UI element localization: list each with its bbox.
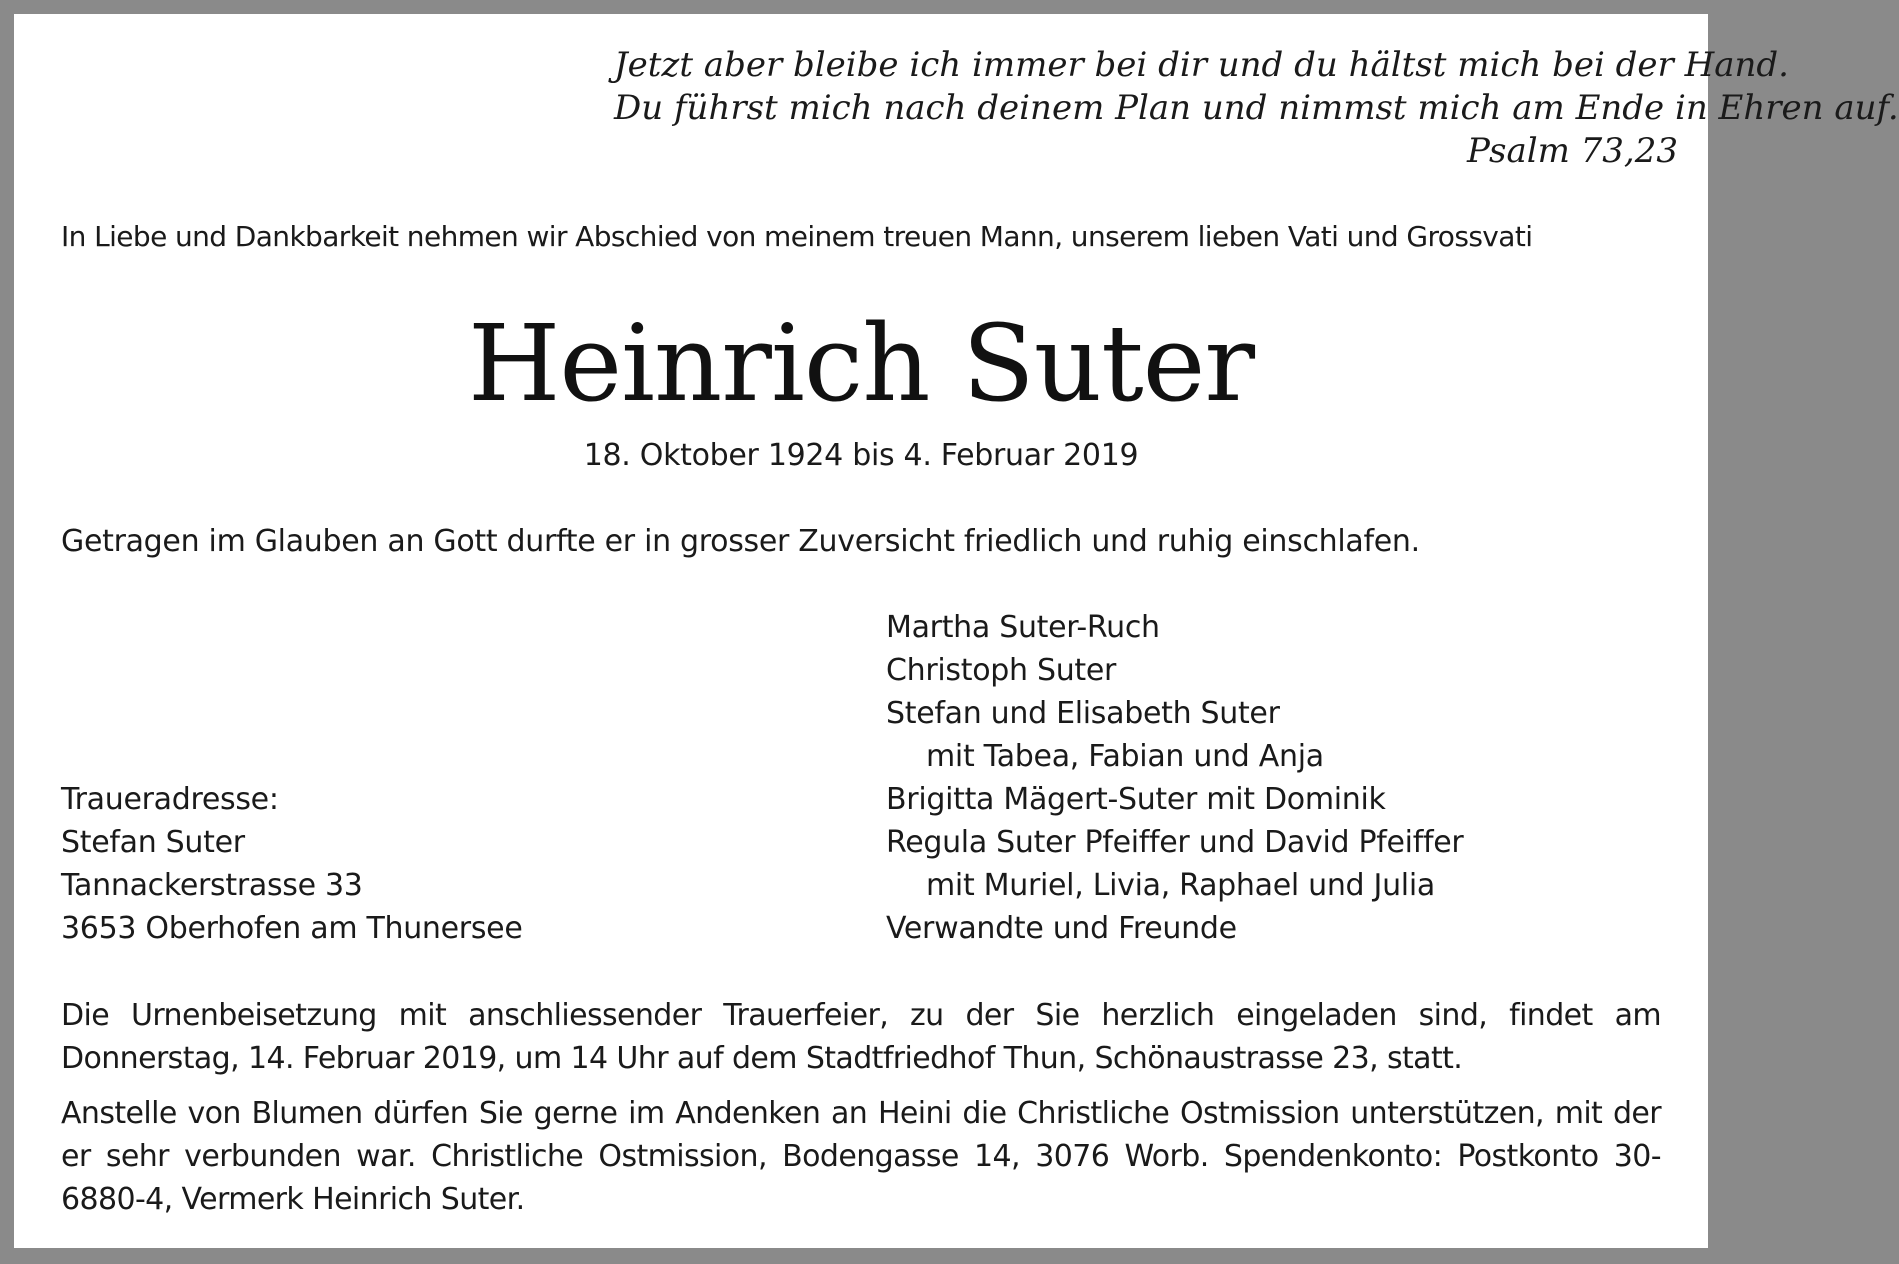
- intro-text: In Liebe und Dankbarkeit nehmen wir Abschied von meinem treuen Mann, unserem lieben Vati und Grossvati: [61, 220, 1533, 253]
- verse-line-1: Jetzt aber bleibe ich immer bei dir und du hältst mich bei der Hand.: [614, 45, 1789, 85]
- deceased-name: Heinrich Suter: [467, 302, 1255, 425]
- address-label: Traueradresse:: [61, 782, 279, 817]
- address-name: Stefan Suter: [61, 825, 245, 860]
- mourner-line: Regula Suter Pfeiffer und David Pfeiffer: [886, 825, 1464, 860]
- mourner-line: Christoph Suter: [886, 653, 1117, 688]
- verse-reference: Psalm 73,23: [1467, 131, 1678, 171]
- address-city: 3653 Oberhofen am Thunersee: [61, 911, 523, 946]
- ceremony-text: Die Urnenbeisetzung mit anschliessender Trauerfeier, zu der Sie herzlich eingeladen sind, findet am Donnerstag, 14. Februar 2019, um 14 Uhr auf dem Stadtfriedhof Thun, Schönaustrasse 23, statt.: [61, 998, 1661, 1076]
- mourner-line: Verwandte und Freunde: [886, 911, 1237, 946]
- mourner-line: Brigitta Mägert-Suter mit Dominik: [886, 782, 1386, 817]
- life-dates: 18. Oktober 1924 bis 4. Februar 2019: [583, 438, 1139, 473]
- mourner-line: mit Muriel, Livia, Raphael und Julia: [926, 868, 1435, 903]
- mourner-line: Martha Suter-Ruch: [886, 610, 1160, 645]
- mourning-address: [61, 778, 523, 950]
- mourner-line: Stefan und Elisabeth Suter: [886, 696, 1280, 731]
- faith-line: Getragen im Glauben an Gott durfte er in grosser Zuversicht friedlich und ruhig einschlafen.: [61, 524, 1420, 559]
- address-street: Tannackerstrasse 33: [61, 868, 363, 903]
- donation-text: Anstelle von Blumen dürfen Sie gerne im Andenken an Heini die Christliche Ostmission unterstützen, mit der er sehr verbunden war. Christliche Ostmission, Bodengasse 14, 3076 Worb. Spendenkonto: Postkonto 30-6880-4, Vermerk Heinrich Suter.: [61, 1096, 1661, 1217]
- obituary-notice: [14, 14, 1899, 1248]
- verse-line-2: Du führst mich nach deinem Plan und nimmst mich am Ende in Ehren auf.: [614, 88, 1899, 128]
- mourner-line: mit Tabea, Fabian und Anja: [926, 739, 1324, 774]
- mourners-list: [886, 606, 1463, 950]
